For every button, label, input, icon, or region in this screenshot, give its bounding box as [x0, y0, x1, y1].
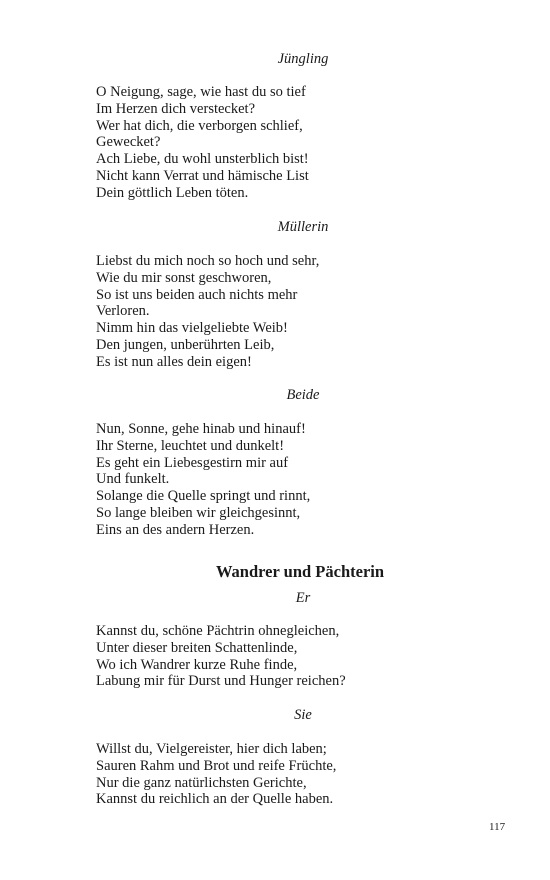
- speaker-heading: Sie: [294, 707, 312, 723]
- verse-line: Es ist nun alles dein eigen!: [96, 353, 252, 370]
- poem-title: Wandrer und Pächterin: [215, 562, 385, 581]
- verse-line: Kannst du, schöne Pächtrin ohnegleichen,: [96, 623, 340, 639]
- verse-line: Den jungen, unberührten Leib,: [96, 336, 275, 353]
- verse-line: Kannst du reichlich an der Quelle haben.: [96, 791, 334, 808]
- speaker-heading: Jüngling: [277, 51, 329, 67]
- speaker-heading: Beide: [286, 387, 320, 403]
- stanza: [96, 741, 516, 808]
- verse-line: So ist uns beiden auch nichts mehr: [96, 286, 298, 303]
- verse-line: Nun, Sonne, gehe hinab und hinauf!: [96, 421, 306, 437]
- verse-line: Solange die Quelle springt und rinnt,: [96, 488, 311, 505]
- verse-line: Willst du, Vielgereister, hier dich laben;: [96, 741, 327, 757]
- verse-line: Dein göttlich Leben töten.: [96, 184, 249, 201]
- verse-line: Nicht kann Verrat und hämische List: [96, 167, 309, 184]
- verse-line: O Neigung, sage, wie hast du so tief: [96, 84, 306, 100]
- verse-line: Liebst du mich noch so hoch und sehr,: [96, 253, 320, 269]
- verse-line: Nimm hin das vielgeliebte Weib!: [96, 320, 288, 337]
- verse-line: Ach Liebe, du wohl unsterblich bist!: [96, 151, 309, 168]
- verse-line: So lange bleiben wir gleichgesinnt,: [96, 504, 301, 521]
- verse-line: Unter dieser breiten Schattenlinde,: [96, 639, 298, 656]
- stanza: [96, 84, 516, 202]
- verse-line: Es geht ein Liebesgestirn mir auf: [96, 454, 289, 471]
- verse-line: Im Herzen dich verstecket?: [96, 100, 256, 117]
- speaker-heading: Er: [295, 590, 311, 606]
- stanza: [96, 253, 516, 371]
- verse-line: Sauren Rahm und Brot und reife Früchte,: [96, 757, 337, 774]
- stanza: [96, 623, 516, 690]
- verse-line: Wo ich Wandrer kurze Ruhe finde,: [96, 656, 298, 673]
- verse-line: Ihr Sterne, leuchtet und dunkelt!: [96, 437, 285, 454]
- stanza: [96, 421, 516, 539]
- verse-line: Wer hat dich, die verborgen schlief,: [96, 117, 303, 134]
- verse-line: Nur die ganz natürlichsten Gerichte,: [96, 774, 307, 791]
- verse-line: Und funkelt.: [96, 471, 170, 488]
- verse-line: Wie du mir sonst geschworen,: [96, 269, 272, 286]
- verse-line: Labung mir für Durst und Hunger reichen?: [96, 673, 346, 690]
- page-number: 117: [489, 821, 506, 833]
- verse-line: Eins an des andern Herzen.: [96, 521, 255, 538]
- verse-line: Gewecket?: [96, 134, 161, 151]
- speaker-heading: Müllerin: [277, 219, 329, 235]
- verse-line: Verloren.: [96, 303, 150, 320]
